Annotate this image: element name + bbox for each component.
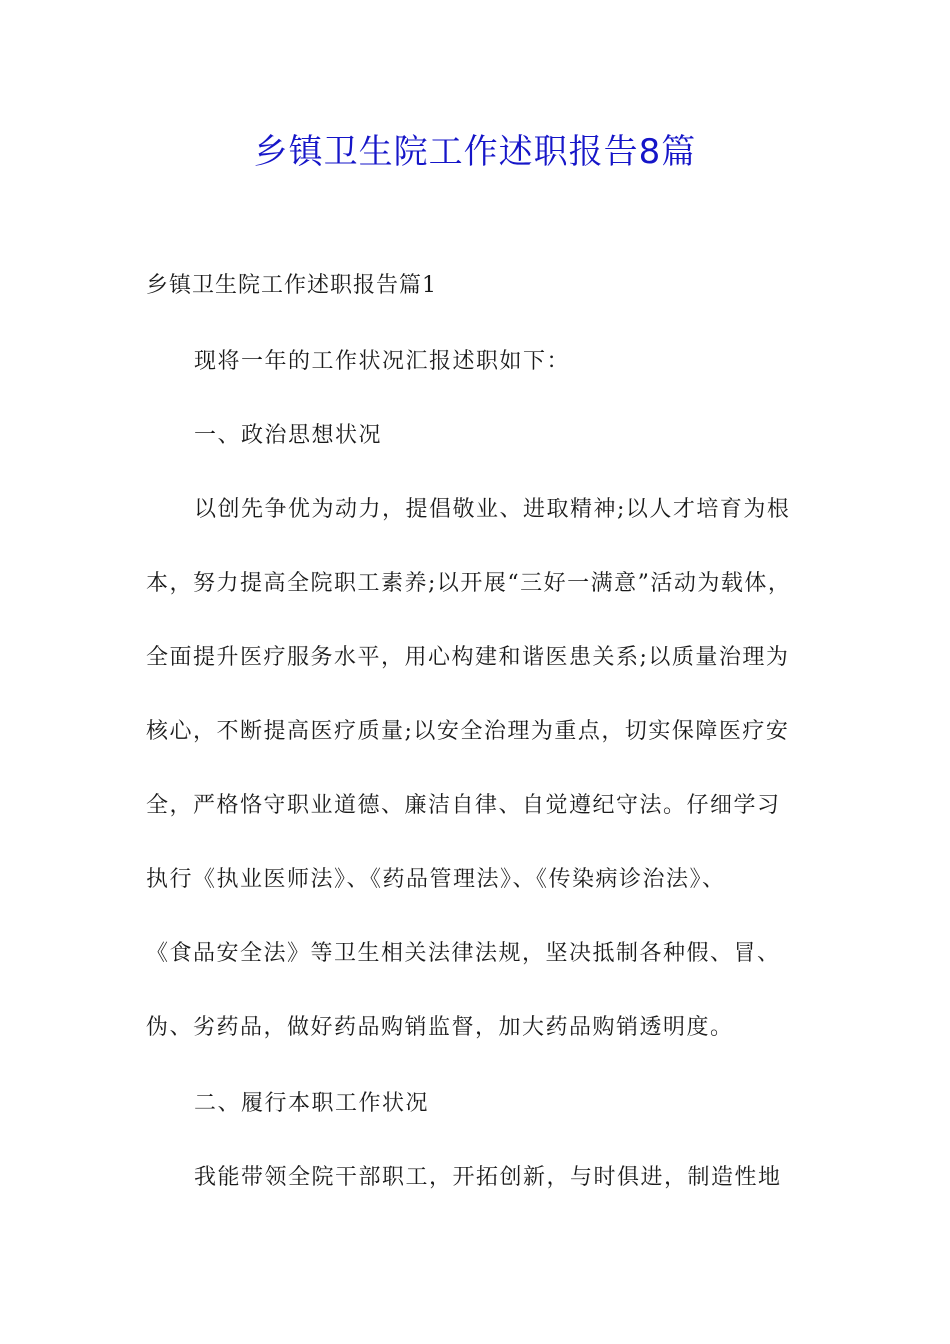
- paragraph-line: 现将一年的工作状况汇报述职如下：: [194, 349, 571, 374]
- paragraph-line: 全，严格恪守职业道德、廉洁自律、自觉遵纪守法。仔细学习: [146, 793, 781, 818]
- paragraph-line: 核心，不断提高医疗质量;以安全治理为重点，切实保障医疗安: [146, 719, 790, 744]
- subheading-duties: 二、履行本职工作状况: [194, 1091, 430, 1116]
- paragraph-line: 以创先争优为动力，提倡敬业、进取精神;以人才培育为根: [194, 497, 791, 522]
- paragraph-line: 《食品安全法》等卫生相关法律法规，坚决抵制各种假、冒、: [146, 941, 781, 966]
- paragraph-line: 执行《执业医师法》、《药品管理法》、《传染病诊治法》、: [146, 867, 726, 892]
- paragraph-line: 伪、劣药品，做好药品购销监督，加大药品购销透明度。: [146, 1015, 734, 1040]
- paragraph-line: 我能带领全院干部职工，开拓创新，与时俱进，制造性地: [194, 1165, 782, 1190]
- paragraph-line: 本，努力提高全院职工素养;以开展“三好一满意”活动为载体，: [146, 571, 792, 596]
- subheading-political: 一、政治思想状况: [194, 423, 383, 448]
- section-heading: 乡镇卫生院工作述职报告篇1: [146, 273, 437, 298]
- paragraph-line: 全面提升医疗服务水平，用心构建和谐医患关系;以质量治理为: [146, 645, 790, 670]
- document-title: 乡镇卫生院工作述职报告8篇: [253, 132, 697, 172]
